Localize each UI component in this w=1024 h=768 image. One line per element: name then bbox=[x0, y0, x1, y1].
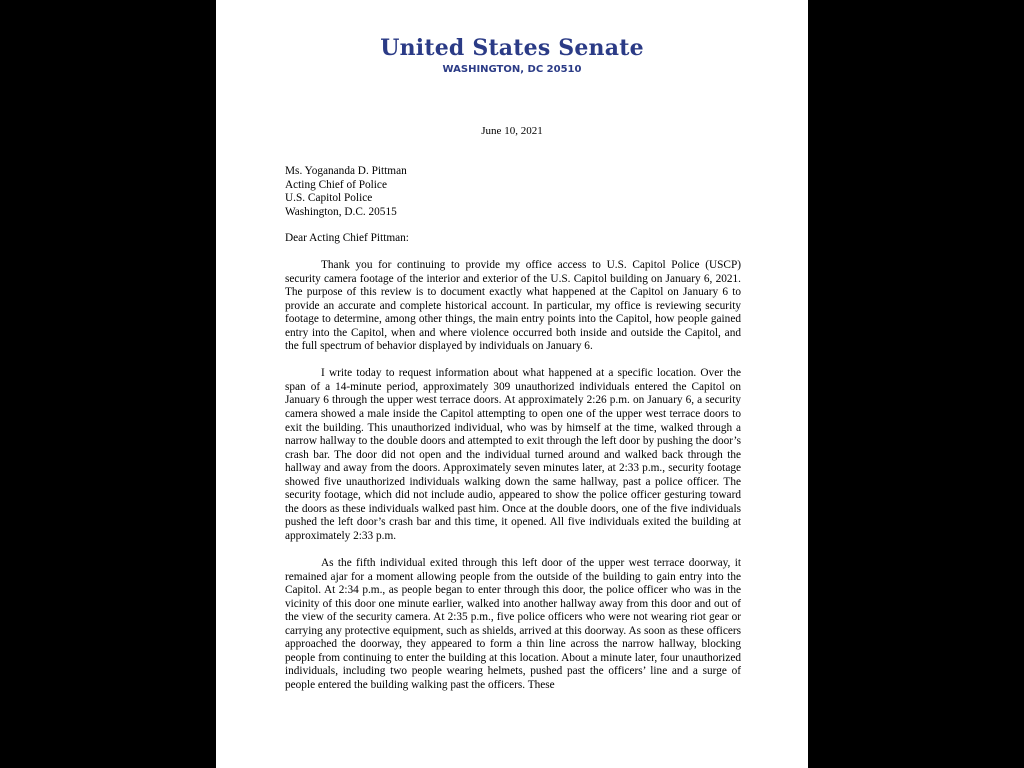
recipient-name: Ms. Yogananda D. Pittman bbox=[285, 165, 407, 177]
body-paragraph-3: As the fifth individual exited through this left door of the upper west terrace doorway, it remained ajar for a moment allowing people from the outside of the building to gain entry into the Capitol. At 2:34 p.m., as people began to enter through this door, the police officer who was in the vicinity of this door one minute earlier, walked into another hallway away from this door and out of the view of the security camera. At 2:35 p.m., five police officers who were not wearing riot gear or carrying any protective equipment, such as shields, arrived at this doorway. As soon as these officers approached the doorway, they appeared to form a thin line across the narrow hallway, blocking people from continuing to enter the building at this location. About a minute later, four unauthorized individuals, including two people wearing helmets, pushed past the officers’ line and a surge of people entered the building walking past the officers. These bbox=[285, 557, 741, 691]
recipient-organization: U.S. Capitol Police bbox=[285, 192, 373, 205]
recipient-title: Acting Chief of Police bbox=[285, 178, 387, 191]
body-paragraph-1: Thank you for continuing to provide my office access to U.S. Capitol Police (USCP) security camera footage of the interior and exterior of the U.S. Capitol building on January 6, 2021. The purpose of this review is to document exactly what happened at the Capitol on January 6 to provide an accurate and complete historical account. In particular, my office is reviewing security footage to determine, among other things, the main entry points into the Capitol, how people gained entry into the Capitol, when and where violence occurred both inside and outside the Capitol, and the full spectrum of behavior displayed by individuals on January 6. bbox=[285, 259, 741, 353]
letter-date: June 10, 2021 bbox=[481, 125, 543, 137]
senate-letterhead-name: United States Senate bbox=[380, 35, 644, 61]
recipient-city: Washington, D.C. 20515 bbox=[285, 205, 397, 218]
salutation: Dear Acting Chief Pittman: bbox=[285, 232, 409, 244]
letterhead bbox=[216, 36, 808, 76]
letter-body bbox=[285, 259, 741, 706]
recipient-address-block bbox=[285, 165, 745, 219]
senate-letterhead-address: WASHINGTON, DC 20510 bbox=[442, 64, 582, 75]
letter-page bbox=[216, 0, 808, 768]
body-paragraph-2: I write today to request information about what happened at a specific location. Over the span of a 14-minute period, approximately 309 unauthorized individuals entered the Capitol on January 6 through the upper west terrace doors. At approximately 2:26 p.m. on January 6, a security camera showed a male inside the Capitol attempting to open one of the upper west terrace doors to exit the building. This unauthorized individual, who was by himself at the time, walked through a narrow hallway to the double doors and attempted to exit through the left door by pushing the door’s crash bar. The door did not open and the individual turned around and walked back through the hallway and away from the doors. Approximately seven minutes later, at 2:33 p.m., security footage showed five unauthorized individuals walking down the same hallway, past a police officer. The security footage, which did not include audio, appeared to show the police officer gesturing toward the doors as these individuals walked past him. Once at the double doors, one of the five individuals pushed the left door’s crash bar and this time, it opened. All five individuals exited the building at approximately 2:33 p.m. bbox=[285, 367, 741, 542]
